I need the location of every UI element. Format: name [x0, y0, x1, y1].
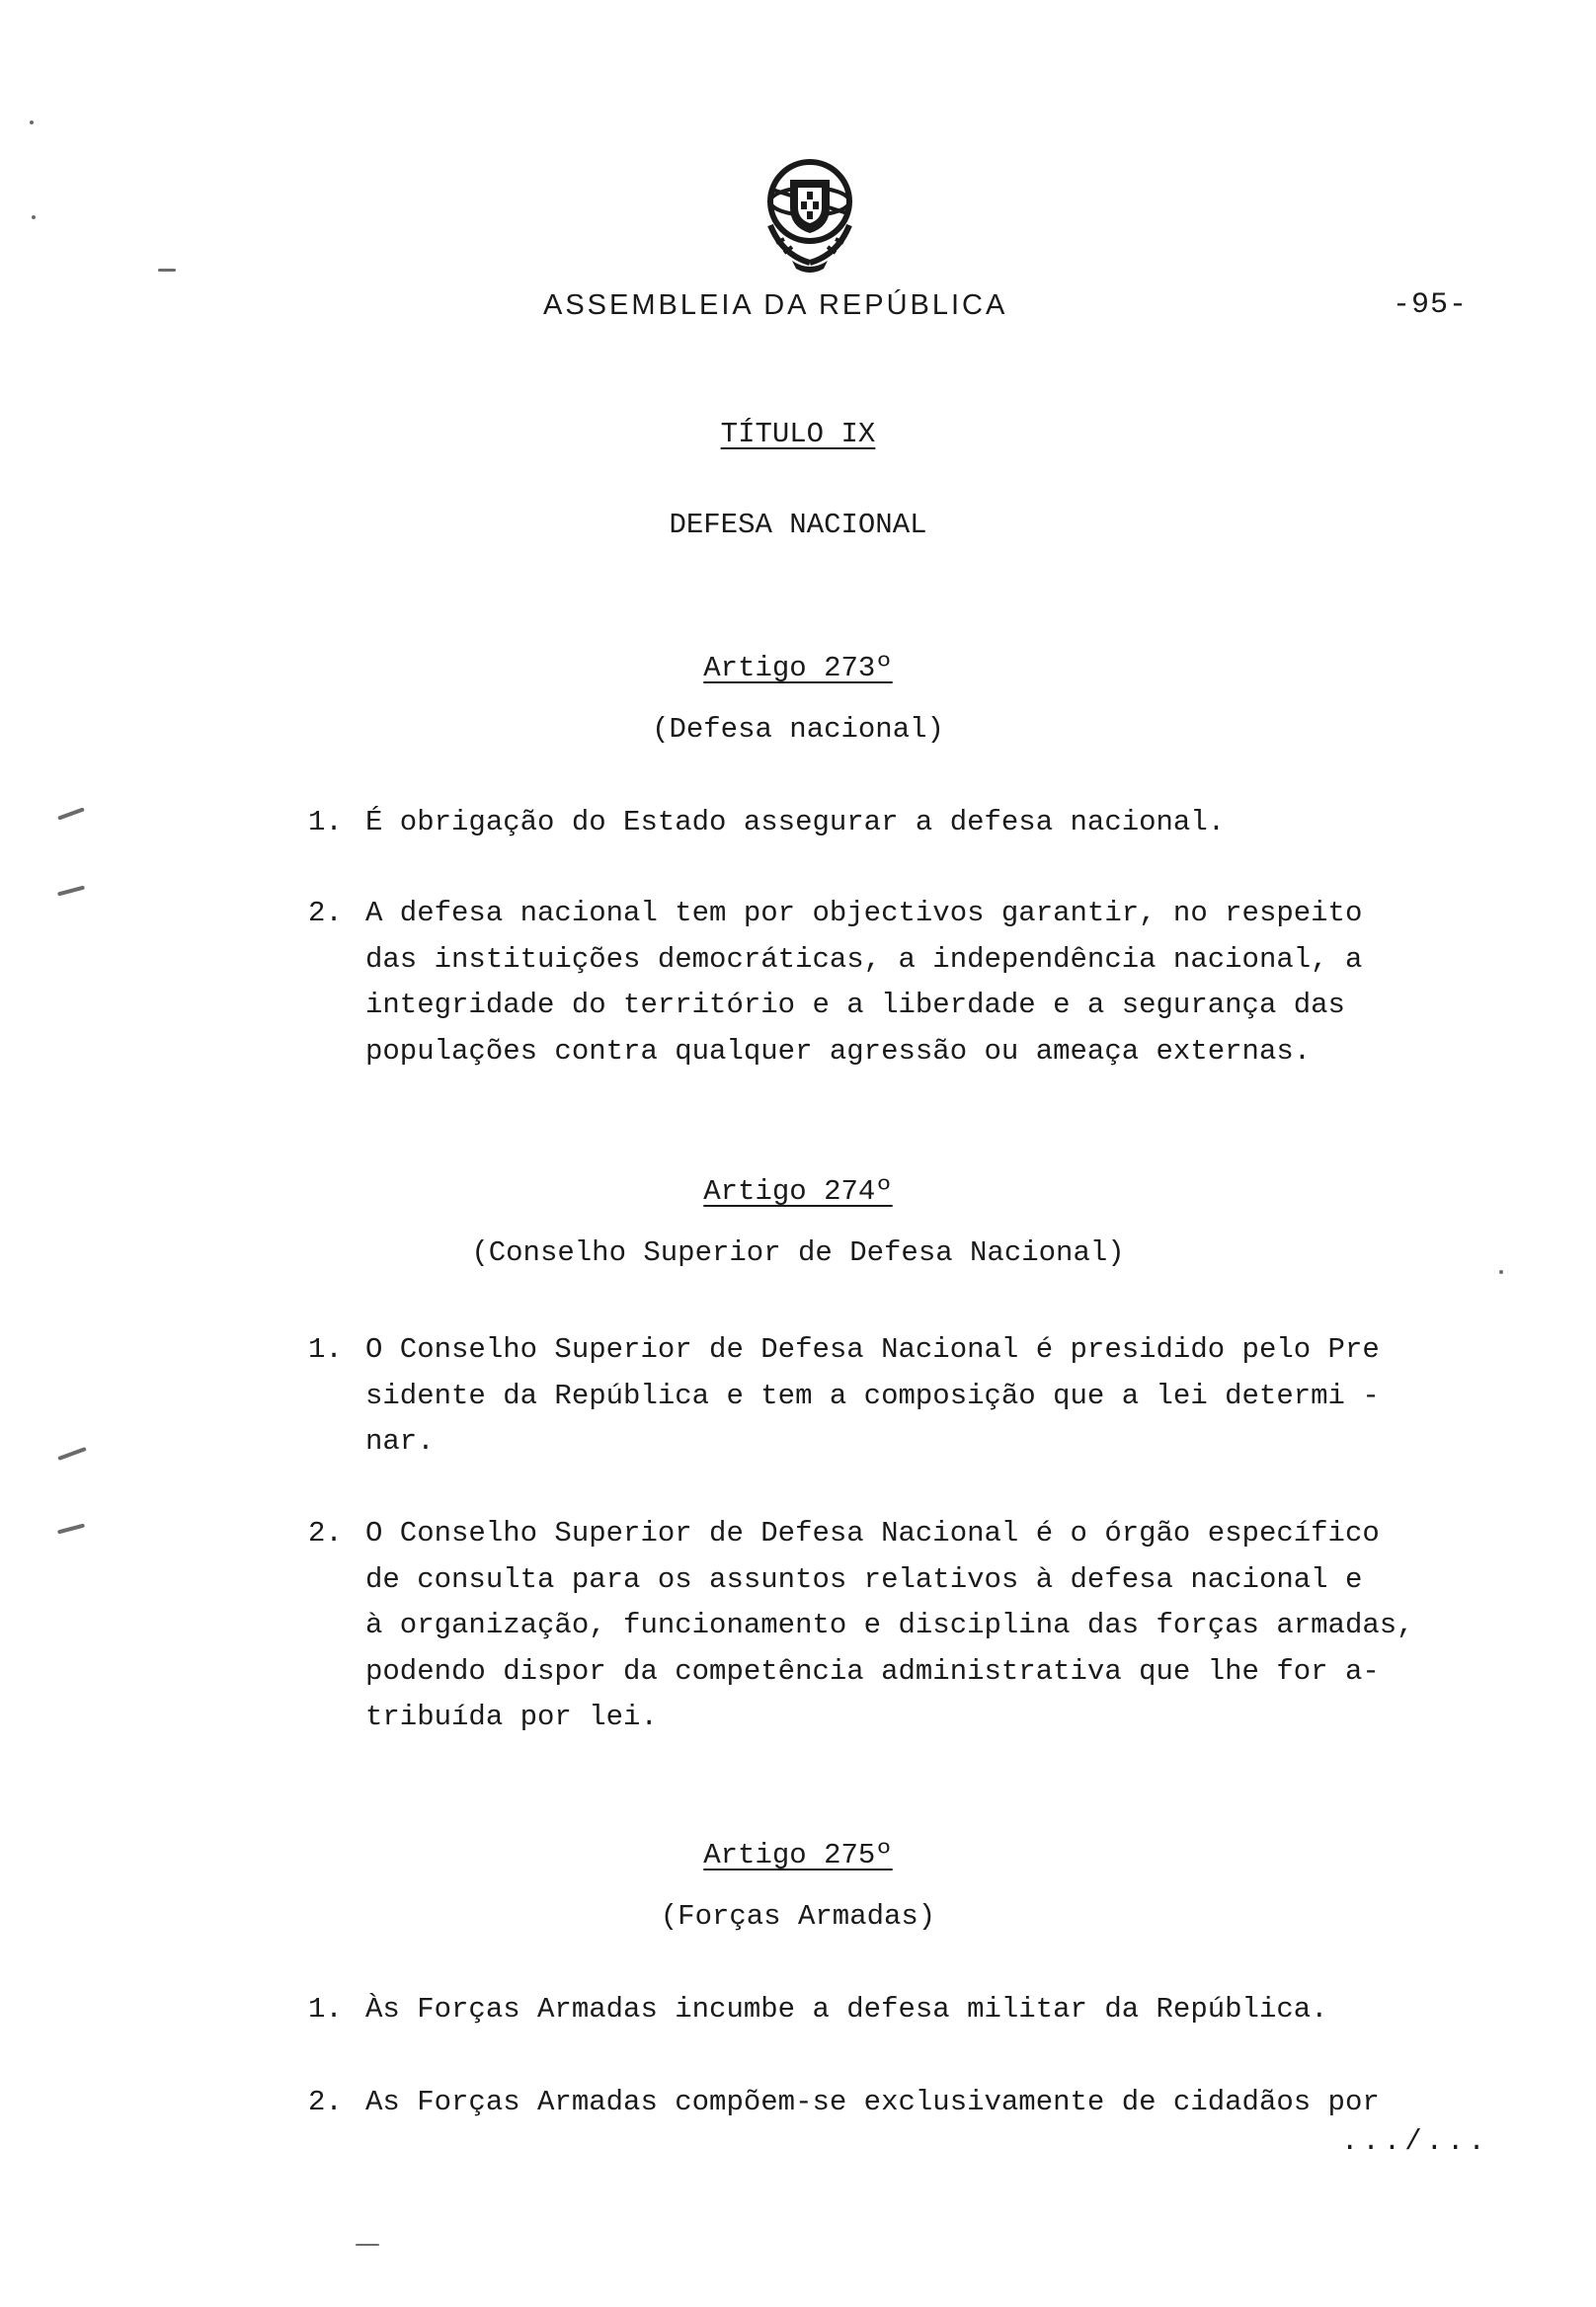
scan-mark	[158, 269, 176, 272]
coat-of-arms-icon	[762, 156, 857, 275]
paragraph-text: Às Forças Armadas incumbe a defesa militar da República.	[365, 1993, 1328, 2026]
paragraph-number: 1.	[308, 1333, 343, 1366]
paragraph-text: É obrigação do Estado assegurar a defesa nacional.	[365, 806, 1226, 838]
paragraph-text: O Conselho Superior de Defesa Nacional é o órgão específico de consulta para os assuntos relativos à defesa nacional e à organização, funcionamento e disciplina das forças armadas, podendo dispor da competência administrativa que lhe for a- tribuída por lei.	[365, 1517, 1414, 1733]
article-paragraph	[308, 1327, 1533, 1466]
article-paragraph	[308, 800, 1533, 846]
paragraph-number: 1.	[308, 1993, 343, 2026]
article-heading	[0, 1839, 1596, 1871]
article-paragraph	[308, 1987, 1533, 2033]
scan-mark	[57, 1447, 87, 1461]
title-part-label: TÍTULO IX	[720, 418, 876, 450]
article-heading	[0, 652, 1596, 684]
title-part	[0, 418, 1596, 450]
scan-mark	[32, 215, 36, 219]
article-paragraph	[308, 1511, 1533, 1741]
title-name: DEFESA NACIONAL	[669, 509, 927, 541]
paragraph-text: O Conselho Superior de Defesa Nacional é presidido pelo Pre sidente da República e tem a composição que a lei determi - nar.	[365, 1333, 1380, 1458]
page-number: -95-	[1393, 288, 1469, 322]
article-paragraph	[308, 2080, 1533, 2126]
article-heading	[0, 1175, 1596, 1208]
paragraph-number: 2.	[308, 897, 343, 929]
article-subtitle: (Conselho Superior de Defesa Nacional)	[471, 1236, 1125, 1269]
article-subtitle: (Forças Armadas)	[660, 1900, 936, 1933]
institution-name: ASSEMBLEIA DA REPÚBLICA	[543, 289, 1008, 321]
scan-mark	[57, 1523, 85, 1534]
paragraph-number: 2.	[308, 2086, 343, 2118]
article-heading-label: Artigo 275º	[703, 1839, 893, 1871]
article-heading-label: Artigo 273º	[703, 652, 893, 684]
paragraph-text: A defesa nacional tem por objectivos garantir, no respeito das instituições democráticas, a independência nacional, a integridade do território e a liberdade e a segurança das populações contra qualquer agressão ou ameaça externas.	[365, 897, 1363, 1068]
scan-mark	[30, 120, 34, 124]
scan-mark	[1499, 1270, 1503, 1274]
continuation-marker: .../...	[1341, 2125, 1489, 2158]
paragraph-number: 1.	[308, 806, 343, 838]
scan-mark	[57, 807, 85, 820]
paragraph-number: 2.	[308, 1517, 343, 1550]
scan-mark	[57, 885, 85, 896]
article-paragraph	[308, 891, 1533, 1074]
paragraph-text: As Forças Armadas compõem-se exclusivamente de cidadãos por	[365, 2086, 1380, 2118]
article-subtitle: (Defesa nacional)	[652, 713, 944, 746]
scan-mark	[356, 2244, 379, 2246]
article-heading-label: Artigo 274º	[703, 1175, 893, 1208]
